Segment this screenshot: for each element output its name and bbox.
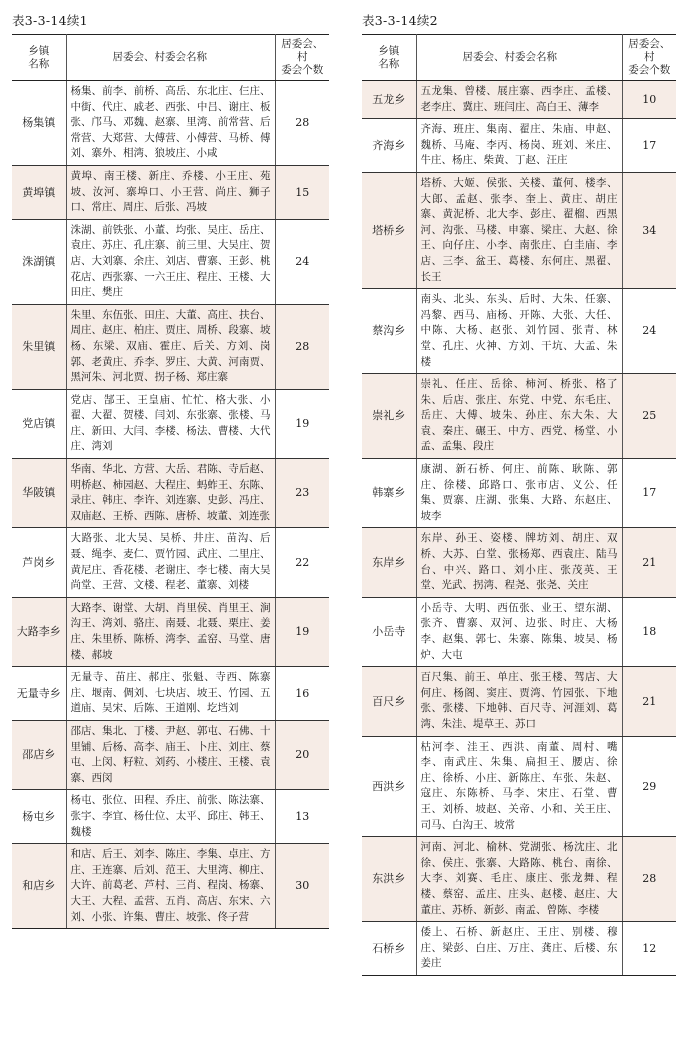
village-list-cell: 五龙集、曾楼、展庄寨、西李庄、孟楼、老李庄、冀庄、班闫庄、高白王、薄李 <box>416 81 622 119</box>
village-count-cell: 17 <box>622 119 676 173</box>
town-name-cell: 杨屯乡 <box>12 790 66 844</box>
village-count-cell: 28 <box>275 81 329 166</box>
table-row <box>362 667 676 736</box>
village-list-cell: 小岳寺、大明、西伍张、业王、望东湖、张齐、曹寨、双河、边张、时庄、大杨李、赵集、郭七、朱寨、陈集、坡吴、杨炉、大屯 <box>416 597 622 666</box>
village-list-cell: 杨集、前李、前桥、高岳、东北庄、仨庄、中街、代庄、戚老、西张、中吕、谢庄、板张、邝马、邓魏、赵寨、里湾、前常营、后常营、大郑营、大傅营、小傅营、马桥、傅刘、寨外、相湾、狼坡庄、小咸 <box>66 81 275 166</box>
village-count-cell: 29 <box>622 736 676 837</box>
table-row <box>12 720 329 789</box>
village-count-cell: 12 <box>622 922 676 976</box>
village-count-cell: 16 <box>275 667 329 721</box>
header-count: 居委会、村 委会个数 <box>275 35 329 81</box>
town-name-cell: 无量寺乡 <box>12 667 66 721</box>
village-count-cell: 23 <box>275 459 329 528</box>
header-count: 居委会、村 委会个数 <box>622 35 676 81</box>
village-count-cell: 34 <box>622 172 676 288</box>
village-list-cell: 崇礼、任庄、岳徐、柿河、桥张、格了朱、后店、张庄、东党、中党、东毛庄、岳庄、大傅、坡朱、孙庄、东大朱、大袁、秦庄、碾王、中方、西党、杨堂、小孟、孟集、段庄 <box>416 374 622 459</box>
left-table-block <box>12 8 329 929</box>
town-name-cell: 东岸乡 <box>362 528 416 597</box>
town-name-cell: 芦岗乡 <box>12 528 66 597</box>
village-count-cell: 24 <box>275 219 329 304</box>
village-count-cell: 19 <box>275 389 329 458</box>
village-list-cell: 大路李、谢堂、大胡、肖里侯、肖里王、涧沟王、湾刘、骆庄、南聂、北聂、栗庄、姜庄、朱里桥、陈桥、湾李、孟窑、马堂、唐楼、郝坡 <box>66 597 275 666</box>
town-name-cell: 蔡沟乡 <box>362 289 416 374</box>
left-table-header-row <box>12 35 329 81</box>
right-table-body <box>362 81 676 976</box>
village-list-cell: 东岸、孙王、姿楼、牌坊刘、胡庄、双桥、大苏、白堂、张杨郑、西袁庄、陆马台、中兴、路口、刘小庄、张茂英、王堂、光武、拐湾、程尧、张尧、关庄 <box>416 528 622 597</box>
right-table-block <box>362 8 676 976</box>
table-row <box>12 597 329 666</box>
table-row <box>362 119 676 173</box>
header-names: 居委会、村委会名称 <box>66 35 275 81</box>
village-count-cell: 10 <box>622 81 676 119</box>
table-row <box>12 304 329 389</box>
village-list-cell: 齐海、班庄、集南、翟庄、朱庙、申赵、魏桥、马庵、李丙、杨岗、班刘、米庄、牛庄、杨庄、柴黄、丁赵、汪庄 <box>416 119 622 173</box>
village-list-cell: 朱里、东伍张、田庄、大董、高庄、扶台、周庄、赵庄、柏庄、贾庄、周桥、段寨、坡杨、东梁、双庙、霍庄、后关、方刘、岗郭、老黄庄、乔李、罗庄、大黄、河南贾、黑河朱、河北贾、拐子杨、郑庄寨 <box>66 304 275 389</box>
table-row <box>12 528 329 597</box>
village-list-cell: 黄埠、南王楼、新庄、乔楼、小王庄、苑坡、汝河、寨埠口、小王营、尚庄、狮子口、常庄、周庄、后张、冯坡 <box>66 165 275 219</box>
village-list-cell: 倭上、石桥、新赵庄、王庄、别楼、穆庄、梁彭、白庄、万庄、龚庄、后楼、东姜庄 <box>416 922 622 976</box>
village-list-cell: 和店、后王、刘李、陈庄、李集、卓庄、方庄、王连寨、后刘、范王、大里湾、柳庄、大许、前葛老、芦村、三肖、程岗、杨寨、大王、大程、孟营、五肖、高店、东宋、六刘、小张、许集、曹庄、坡张、佟子营 <box>66 844 275 929</box>
village-list-cell: 洙湖、前铁张、小董、均张、吴庄、岳庄、袁庄、苏庄、孔庄寨、前三里、大吴庄、贺店、大刘寨、余庄、刘店、曹寨、王彭、桃花店、西张寨、一六王庄、程庄、王楼、大田庄、樊庄 <box>66 219 275 304</box>
town-name-cell: 崇礼乡 <box>362 374 416 459</box>
table-row <box>12 165 329 219</box>
village-count-cell: 20 <box>275 720 329 789</box>
right-table-title: 表3-3-14续2 <box>362 13 438 28</box>
village-count-cell: 22 <box>275 528 329 597</box>
town-name-cell: 五龙乡 <box>362 81 416 119</box>
right-table-header-row <box>362 35 676 81</box>
town-name-cell: 石桥乡 <box>362 922 416 976</box>
town-name-cell: 华陂镇 <box>12 459 66 528</box>
village-list-cell: 大路张、北大吴、吴桥、井庄、苗沟、后聂、绳李、麦仁、贾竹园、武庄、二里庄、黄尼庄、香花楼、老谢庄、李七楼、南大吴尚堂、王营、文楼、程老、董寨、刘楼 <box>66 528 275 597</box>
table-row <box>362 597 676 666</box>
town-name-cell: 西洪乡 <box>362 736 416 837</box>
table-row <box>12 844 329 929</box>
village-count-cell: 17 <box>622 459 676 528</box>
village-count-cell: 18 <box>622 597 676 666</box>
table-row <box>12 667 329 721</box>
town-name-cell: 东洪乡 <box>362 837 416 922</box>
town-name-cell: 杨集镇 <box>12 81 66 166</box>
town-name-cell: 大路李乡 <box>12 597 66 666</box>
village-list-cell: 百尺集、前王、单庄、张王楼、驾店、大何庄、杨阁、窦庄、贾湾、竹园张、下地张、张楼、下地韩、百尺寺、河涯刘、葛湾、朱洼、堤草王、苏口 <box>416 667 622 736</box>
town-name-cell: 黄埠镇 <box>12 165 66 219</box>
village-list-cell: 党店、郜王、王皇庙、忙忙、格大张、小翟、大翟、贺楼、闫刘、东张寨、张楼、马庄、新田、大闫、李楼、杨法、曹楼、大代庄、湾刘 <box>66 389 275 458</box>
table-row <box>362 459 676 528</box>
header-town: 乡镇 名称 <box>12 35 66 81</box>
table-row <box>12 81 329 166</box>
village-list-cell: 塔桥、大姬、侯张、关楼、董何、楼李、大郎、孟赵、张李、奎上、黄庄、胡庄寨、黄泥桥、北大李、彭庄、翟榴、西黑河、沟张、马楼、申寨、梁庄、大赵、徐王、向仔庄、小李、南张庄、白圭庙、李店、三李、盆王、葛楼、东何庄、黑翟、长王 <box>416 172 622 288</box>
village-count-cell: 25 <box>622 374 676 459</box>
left-table <box>12 34 329 929</box>
village-list-cell: 无量寺、苗庄、郝庄、张魁、寺西、陈寨庄、堰南、倜刘、七块店、坡王、竹园、五道庙、吴宋、后陈、王道刚、圪垱刘 <box>66 667 275 721</box>
village-count-cell: 15 <box>275 165 329 219</box>
village-list-cell: 枯河李、洼王、西洪、南董、周村、嘴李、南武庄、朱集、扁担王、腰店、徐庄、徐桥、小庄、新陈庄、车张、朱赵、寇庄、东陈桥、马李、宋庄、石堂、曹王、刘桥、坡赵、关帝、小和、关王庄、司马、白沟王、坡常 <box>416 736 622 837</box>
town-name-cell: 洙湖镇 <box>12 219 66 304</box>
village-count-cell: 13 <box>275 790 329 844</box>
town-name-cell: 和店乡 <box>12 844 66 929</box>
table-row <box>362 528 676 597</box>
table-row <box>362 289 676 374</box>
town-name-cell: 韩寨乡 <box>362 459 416 528</box>
village-list-cell: 河南、河北、榆林、党湖张、杨沈庄、北徐、侯庄、张寨、大路陈、桃台、南徐、大李、刘赛、毛庄、康庄、张龙舞、程楼、蔡窑、孟庄、庄头、赵楼、赵庄、大董庄、苏桥、新彭、南孟、曾陈、李楼 <box>416 837 622 922</box>
header-names: 居委会、村委会名称 <box>416 35 622 81</box>
village-list-cell: 南头、北头、东头、后时、大朱、任寨、冯黎、西马、庙杨、开陈、大张、大任、中陈、大杨、赵张、刘竹园、张青、林堂、孔庄、火神、方刘、干坑、大孟、朱楼 <box>416 289 622 374</box>
table-row <box>362 837 676 922</box>
table-row <box>362 736 676 837</box>
table-row <box>12 459 329 528</box>
village-count-cell: 24 <box>622 289 676 374</box>
right-table <box>362 34 676 976</box>
table-row <box>12 790 329 844</box>
header-town: 乡镇 名称 <box>362 35 416 81</box>
village-list-cell: 邵店、集北、丁楼、尹赵、郭屯、石佛、十里铺、后杨、高李、庙王、卜庄、刘庄、蔡屯、上闵、籽粒、刘药、小楼庄、王楼、袁寨、西闵 <box>66 720 275 789</box>
left-table-body <box>12 81 329 929</box>
town-name-cell: 朱里镇 <box>12 304 66 389</box>
village-list-cell: 康湖、新石桥、何庄、前陈、耿陈、郭庄、徐楼、邱路口、张市店、义公、任集、贾寨、庄湖、张集、大路、东赵庄、坡李 <box>416 459 622 528</box>
town-name-cell: 塔桥乡 <box>362 172 416 288</box>
table-row <box>362 81 676 119</box>
village-count-cell: 21 <box>622 528 676 597</box>
table-row <box>362 172 676 288</box>
village-count-cell: 21 <box>622 667 676 736</box>
village-count-cell: 19 <box>275 597 329 666</box>
village-count-cell: 28 <box>275 304 329 389</box>
town-name-cell: 齐海乡 <box>362 119 416 173</box>
town-name-cell: 百尺乡 <box>362 667 416 736</box>
village-list-cell: 华南、华北、方营、大岳、君陈、寺后赵、明桥赵、柿园赵、大程庄、蚂蚱王、东陈、录庄、韩庄、李许、刘连寨、史彭、冯庄、双庙赵、王桥、西陈、唐桥、坡董、刘连张 <box>66 459 275 528</box>
table-row <box>362 922 676 976</box>
table-row <box>12 389 329 458</box>
town-name-cell: 党店镇 <box>12 389 66 458</box>
town-name-cell: 小岳寺 <box>362 597 416 666</box>
village-count-cell: 28 <box>622 837 676 922</box>
left-table-title: 表3-3-14续1 <box>12 13 88 28</box>
village-list-cell: 杨屯、张位、田程、乔庄、前张、陈法寨、张宇、李宜、杨仕位、太平、邱庄、韩王、魏楼 <box>66 790 275 844</box>
village-count-cell: 30 <box>275 844 329 929</box>
table-row <box>362 374 676 459</box>
table-row <box>12 219 329 304</box>
town-name-cell: 邵店乡 <box>12 720 66 789</box>
